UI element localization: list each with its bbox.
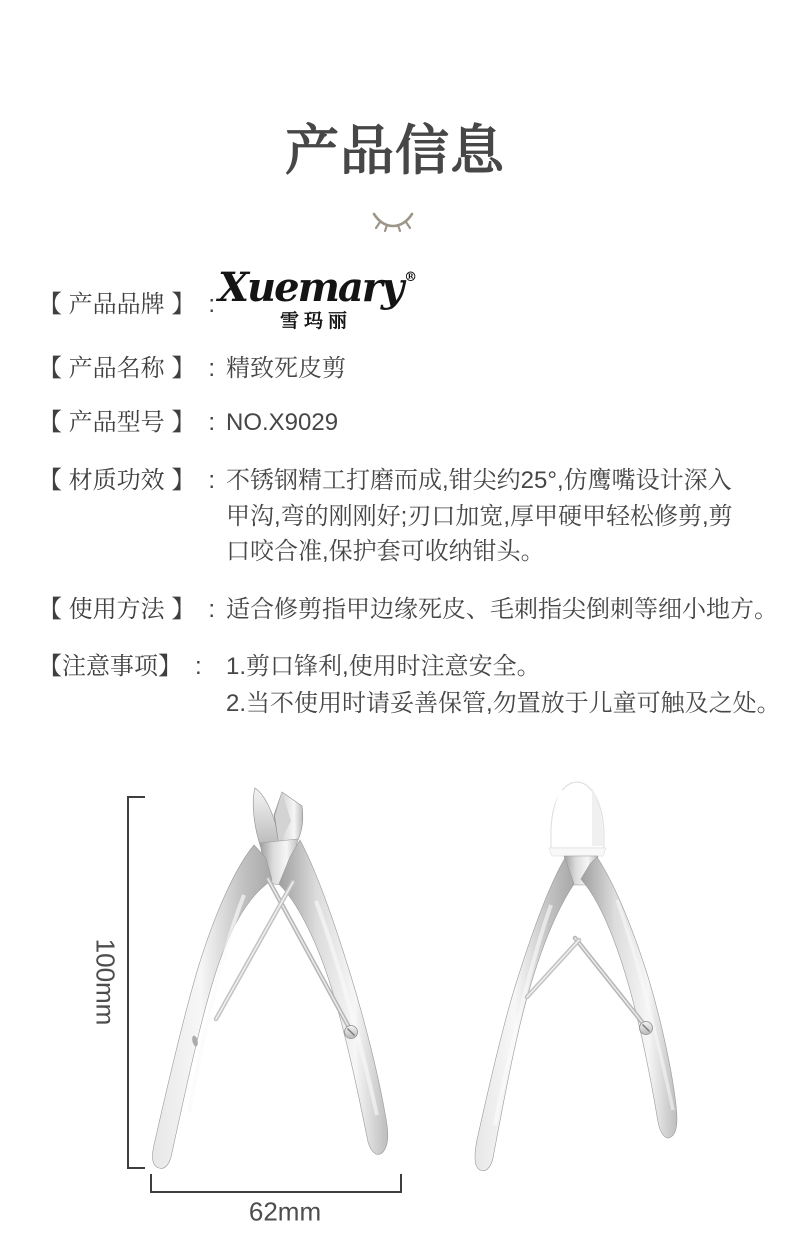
width-dimension-label: 62mm	[248, 1196, 322, 1227]
material-value	[226, 463, 733, 570]
material-row: 【 材质功效 】 : 不锈钢精工打磨而成,钳尖约25°,仿鹰嘴设计深入 甲沟,弯的刚刚好;刃口加宽,厚甲硬甲轻松修剪,剪 口咬合准,保护套可收纳钳头。	[38, 468, 215, 493]
brand-logo-name: Xuemary	[218, 264, 403, 311]
material-line-3: 口咬合准,保护套可收纳钳头。	[226, 538, 545, 565]
width-dimension-tick-left	[150, 1174, 152, 1193]
notice-value	[226, 648, 781, 722]
usage-value: 适合修剪指甲边缘死皮、毛刺指尖倒刺等细小地方。	[226, 596, 778, 623]
height-dimension-line	[127, 796, 129, 1169]
nipper-open-photo	[140, 783, 410, 1178]
height-dimension-tick-top	[127, 796, 145, 798]
height-dimension-label: 100mm	[90, 938, 121, 1026]
material-label: 【 材质功效 】	[38, 467, 196, 494]
brand-colon: :	[208, 291, 216, 318]
notice-label: 【注意事项】	[38, 653, 182, 680]
product-name-row: 【 产品名称 】 : 精致死皮剪	[38, 355, 346, 382]
eyelash-icon	[369, 205, 417, 233]
page-title: 产品信息	[285, 121, 505, 181]
usage-label: 【 使用方法 】	[38, 596, 196, 623]
brand-logo-script	[218, 256, 417, 310]
registered-trademark-icon: ®	[404, 270, 418, 285]
brand-row	[38, 292, 215, 317]
material-line-2: 甲沟,弯的刚刚好;刃口加宽,厚甲硬甲轻松修剪,剪	[226, 502, 733, 530]
product-name-label: 【 产品名称 】	[38, 355, 196, 382]
product-model-value: NO.X9029	[226, 409, 339, 436]
height-dimension-tick-bottom	[127, 1167, 145, 1169]
product-model-label: 【 产品型号 】	[38, 409, 196, 436]
material-line-1: 不锈钢精工打磨而成,钳尖约25°,仿鹰嘴设计深入	[226, 467, 732, 494]
notice-line-1: 1.剪口锋利,使用时注意安全。	[226, 653, 541, 680]
product-model-row: 【 产品型号 】 : NO.X9029	[38, 409, 339, 436]
width-dimension-tick-right	[400, 1174, 402, 1193]
width-dimension-line	[150, 1191, 402, 1193]
brand-logo	[218, 256, 417, 333]
usage-row: 【 使用方法 】 : 适合修剪指甲边缘死皮、毛刺指尖倒刺等细小地方。	[38, 596, 778, 623]
nipper-capped-photo	[445, 775, 695, 1185]
product-name-value: 精致死皮剪	[226, 355, 346, 382]
brand-logo-chinese: 雪玛丽	[280, 311, 353, 332]
brand-label: 【 产品品牌 】	[38, 291, 196, 318]
notice-line-2: 2.当不使用时请妥善保管,勿置放于儿童可触及之处。	[226, 690, 781, 717]
notice-row: 【注意事项】 : 1.剪口锋利,使用时注意安全。 2.当不使用时请妥善保管,勿置放于儿童可触及之处。	[38, 654, 202, 679]
